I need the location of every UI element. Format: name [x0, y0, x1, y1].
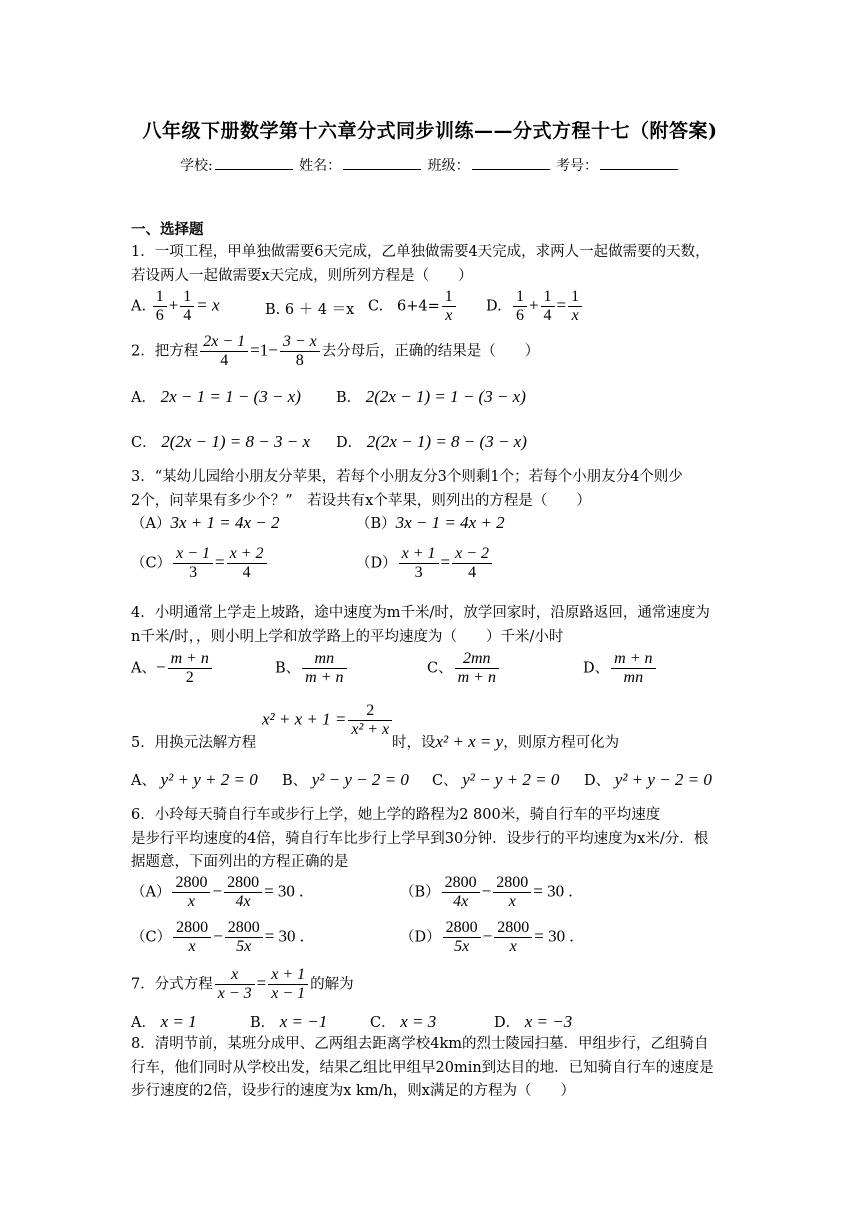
fraction: $\frac{2mn}{m + n}$: [455, 650, 499, 687]
student-info-line: [0, 155, 860, 175]
q3-option-c: （C） $\frac{x - 1}{3}$ = $\frac{x + 2}{4}$: [131, 545, 269, 582]
fraction: $\frac{2800}{5x}$: [443, 919, 481, 956]
q2-option-a: A． 2x − 1 = 1 − (3 − x): [131, 387, 301, 406]
q7-option-b: B． x = −1: [250, 1012, 328, 1031]
fraction: $\frac{1}{x}$: [568, 288, 582, 325]
fraction: $\frac{2800}{4x}$: [442, 874, 480, 911]
fraction: $\frac{2}{\text{x² + x}}$: [348, 702, 392, 739]
fraction: $\frac{2x - 1}{4}$: [200, 333, 248, 370]
q6-stem-line3: 据题意，下面列出的方程正确的是: [131, 854, 349, 870]
q4-option-b: B、 $\frac{mn}{m + n}$: [275, 650, 349, 687]
q8-stem-line1: 8．清明节前，某班分成甲、乙两组去距离学校4km的烈士陵园扫墓．甲组步行，乙组骑自: [131, 1036, 709, 1052]
q1-option-d: D. $\frac{1}{6}$ + $\frac{1}{4}$ = $\frac{1}{x}$: [486, 288, 584, 325]
fraction: $\frac{x}{x - 3}$: [215, 966, 255, 1003]
q1-option-c: C. 6+4= $\frac{1}{x}$: [368, 288, 458, 325]
fraction: $\frac{1}{x}$: [442, 288, 456, 325]
fraction: $\frac{1}{6}$: [513, 288, 527, 325]
q4-stem-line1: 4．小明通常上学走上坡路，途中速度为m千米/时，放学回家时，沿原路返回，通常速度为: [131, 605, 710, 621]
q6-option-b: （B） $\frac{2800}{4x}$ − $\frac{2800}{x}$ = 30 .: [400, 874, 573, 910]
fraction: $\frac{2800}{4x}$: [224, 874, 262, 911]
fraction: $\frac{m + n}{mn}$: [611, 650, 655, 687]
q7-option-c: C． x = 3: [370, 1012, 437, 1031]
fraction: $\frac{3 - x}{8}$: [280, 333, 320, 370]
q3-option-b: （B）3x − 1 = 4x + 2: [356, 513, 505, 532]
q1-stem-line1: 1．一项工程，甲单独做需要6天完成，乙单独做需要4天完成，求两人一起做需要的天数，: [131, 244, 710, 260]
q5-option-d: D、 y² + y − 2 = 0: [584, 770, 712, 789]
q6-option-d: （D） $\frac{2800}{5x}$ − $\frac{2800}{x}$ = 30 .: [400, 919, 574, 955]
q4-option-d: D、 $\frac{m + n}{mn}$: [583, 650, 658, 687]
q7-option-d: D． x = −3: [494, 1012, 573, 1031]
name-label: 姓名：: [299, 158, 342, 174]
q5-stem-suffix: 时，设x² + x = y，则原方程可化为: [392, 732, 620, 751]
school-label: 学校:: [179, 158, 213, 174]
class-label: 班级：: [427, 158, 470, 174]
fraction: $\frac{x - 1}{3}$: [173, 545, 213, 582]
exam-no-label: 考号：: [556, 158, 599, 174]
q5-stem-prefix: 5．用换元法解方程: [131, 735, 257, 751]
q8-stem-line2: 行车，他们同时从学校出发，结果乙组比甲组早20min到达目的地．已知骑自行车的速度是: [131, 1060, 714, 1076]
fraction: $\frac{x + 1}{x - 1}$: [268, 966, 308, 1003]
fraction: $\frac{2800}{x}$: [172, 874, 210, 911]
q4-option-c: C、 $\frac{2mn}{m + n}$: [427, 650, 501, 687]
q2-stem: 2．把方程 $\frac{2x - 1}{4}$ =1− $\frac{3 - x}{8}$ 去分母后，正确的结果是（ ）: [131, 333, 540, 369]
fraction: $\frac{2800}{x}$: [173, 919, 211, 956]
exam-no-blank[interactable]: [600, 157, 678, 170]
page-title: 八年级下册数学第十六章分式同步训练——分式方程十七（附答案): [142, 120, 718, 142]
q8-stem-line3: 步行速度的2倍，设步行的速度为x km/h，则x满足的方程为（ ）: [131, 1083, 575, 1099]
q7-option-a: A． x = 1: [131, 1012, 197, 1031]
fraction: $\frac{mn}{m + n}$: [302, 650, 346, 687]
q3-option-d: （D） $\frac{x + 1}{3}$ = $\frac{x - 2}{4}$: [356, 545, 494, 582]
fraction: $\frac{2800}{x}$: [493, 874, 531, 911]
fraction: $\frac{1}{4}$: [180, 288, 194, 325]
q1-option-b: B. 6 ＋ 4 ＝x: [265, 302, 355, 318]
q6-stem-line1: 6．小玲每天骑自行车或步行上学，她上学的路程为2 800米，骑自行车的平均速度: [131, 807, 661, 823]
section-heading: 一、选择题: [131, 221, 204, 238]
q1-stem-line2: 若设两人一起做需要x天完成，则所列方程是（ ）: [131, 268, 473, 284]
fraction: $\frac{m + n}{2}$: [168, 650, 212, 687]
q6-option-c: （C） $\frac{2800}{x}$ − $\frac{2800}{5x}$ = 30 .: [131, 919, 305, 955]
q2-option-b: B． 2(2x − 1) = 1 − (3 − x): [336, 387, 526, 406]
q5-equation: x² + x + 1 = $\frac{2}{\text{x² + x}}$: [262, 702, 394, 739]
q3-stem-line2: 2个，问苹果有多少个？” 若设共有x个苹果，则列出的方程是（ ）: [131, 493, 591, 509]
q2-option-c: C． 2(2x − 1) = 8 − 3 − x: [131, 432, 311, 451]
q5-option-c: C、 y² − y + 2 = 0: [432, 770, 560, 789]
fraction: $\frac{x + 1}{3}$: [399, 545, 439, 582]
q4-stem-line2: n千米/时，，则小明上学和放学路上的平均速度为（ ）千米/小时: [131, 629, 564, 645]
q3-option-a: （A）3x + 1 = 4x − 2: [131, 513, 280, 532]
q5-option-b: B、 y² − y − 2 = 0: [282, 770, 409, 789]
q5-option-a: A、 y² + y + 2 = 0: [131, 770, 258, 789]
q3-stem-line1: 3．“某幼儿园给小朋友分苹果，若每个小朋友分3个则剩1个；若每个小朋友分4个则少: [131, 469, 683, 485]
class-blank[interactable]: [472, 157, 550, 170]
fraction: $\frac{2800}{5x}$: [225, 919, 263, 956]
school-blank[interactable]: [215, 157, 293, 170]
q7-stem: 7．分式方程 $\frac{x}{x - 3}$ = $\frac{x + 1}{x - 1}$ 的解为: [131, 966, 354, 1002]
fraction: $\frac{x + 2}{4}$: [227, 545, 267, 582]
q4-option-a: A、− $\frac{m + n}{2}$: [131, 650, 214, 687]
q6-option-a: （A） $\frac{2800}{x}$ − $\frac{2800}{4x}$ = 30 .: [131, 874, 304, 910]
fraction: $\frac{1}{4}$: [541, 288, 555, 325]
fraction: $\frac{2800}{x}$: [494, 919, 532, 956]
fraction: $\frac{x - 2}{4}$: [452, 545, 492, 582]
name-blank[interactable]: [343, 157, 421, 170]
q1-option-a: A. $\frac{1}{6}$ + $\frac{1}{4}$ = x: [131, 288, 220, 324]
fraction: $\frac{1}{6}$: [153, 288, 167, 325]
q2-option-d: D． 2(2x − 1) = 8 − (3 − x): [336, 432, 527, 451]
q6-stem-line2: 是步行平均速度的4倍，骑自行车比步行上学早到30分钟．设步行的平均速度为x米/分．根: [131, 831, 709, 847]
